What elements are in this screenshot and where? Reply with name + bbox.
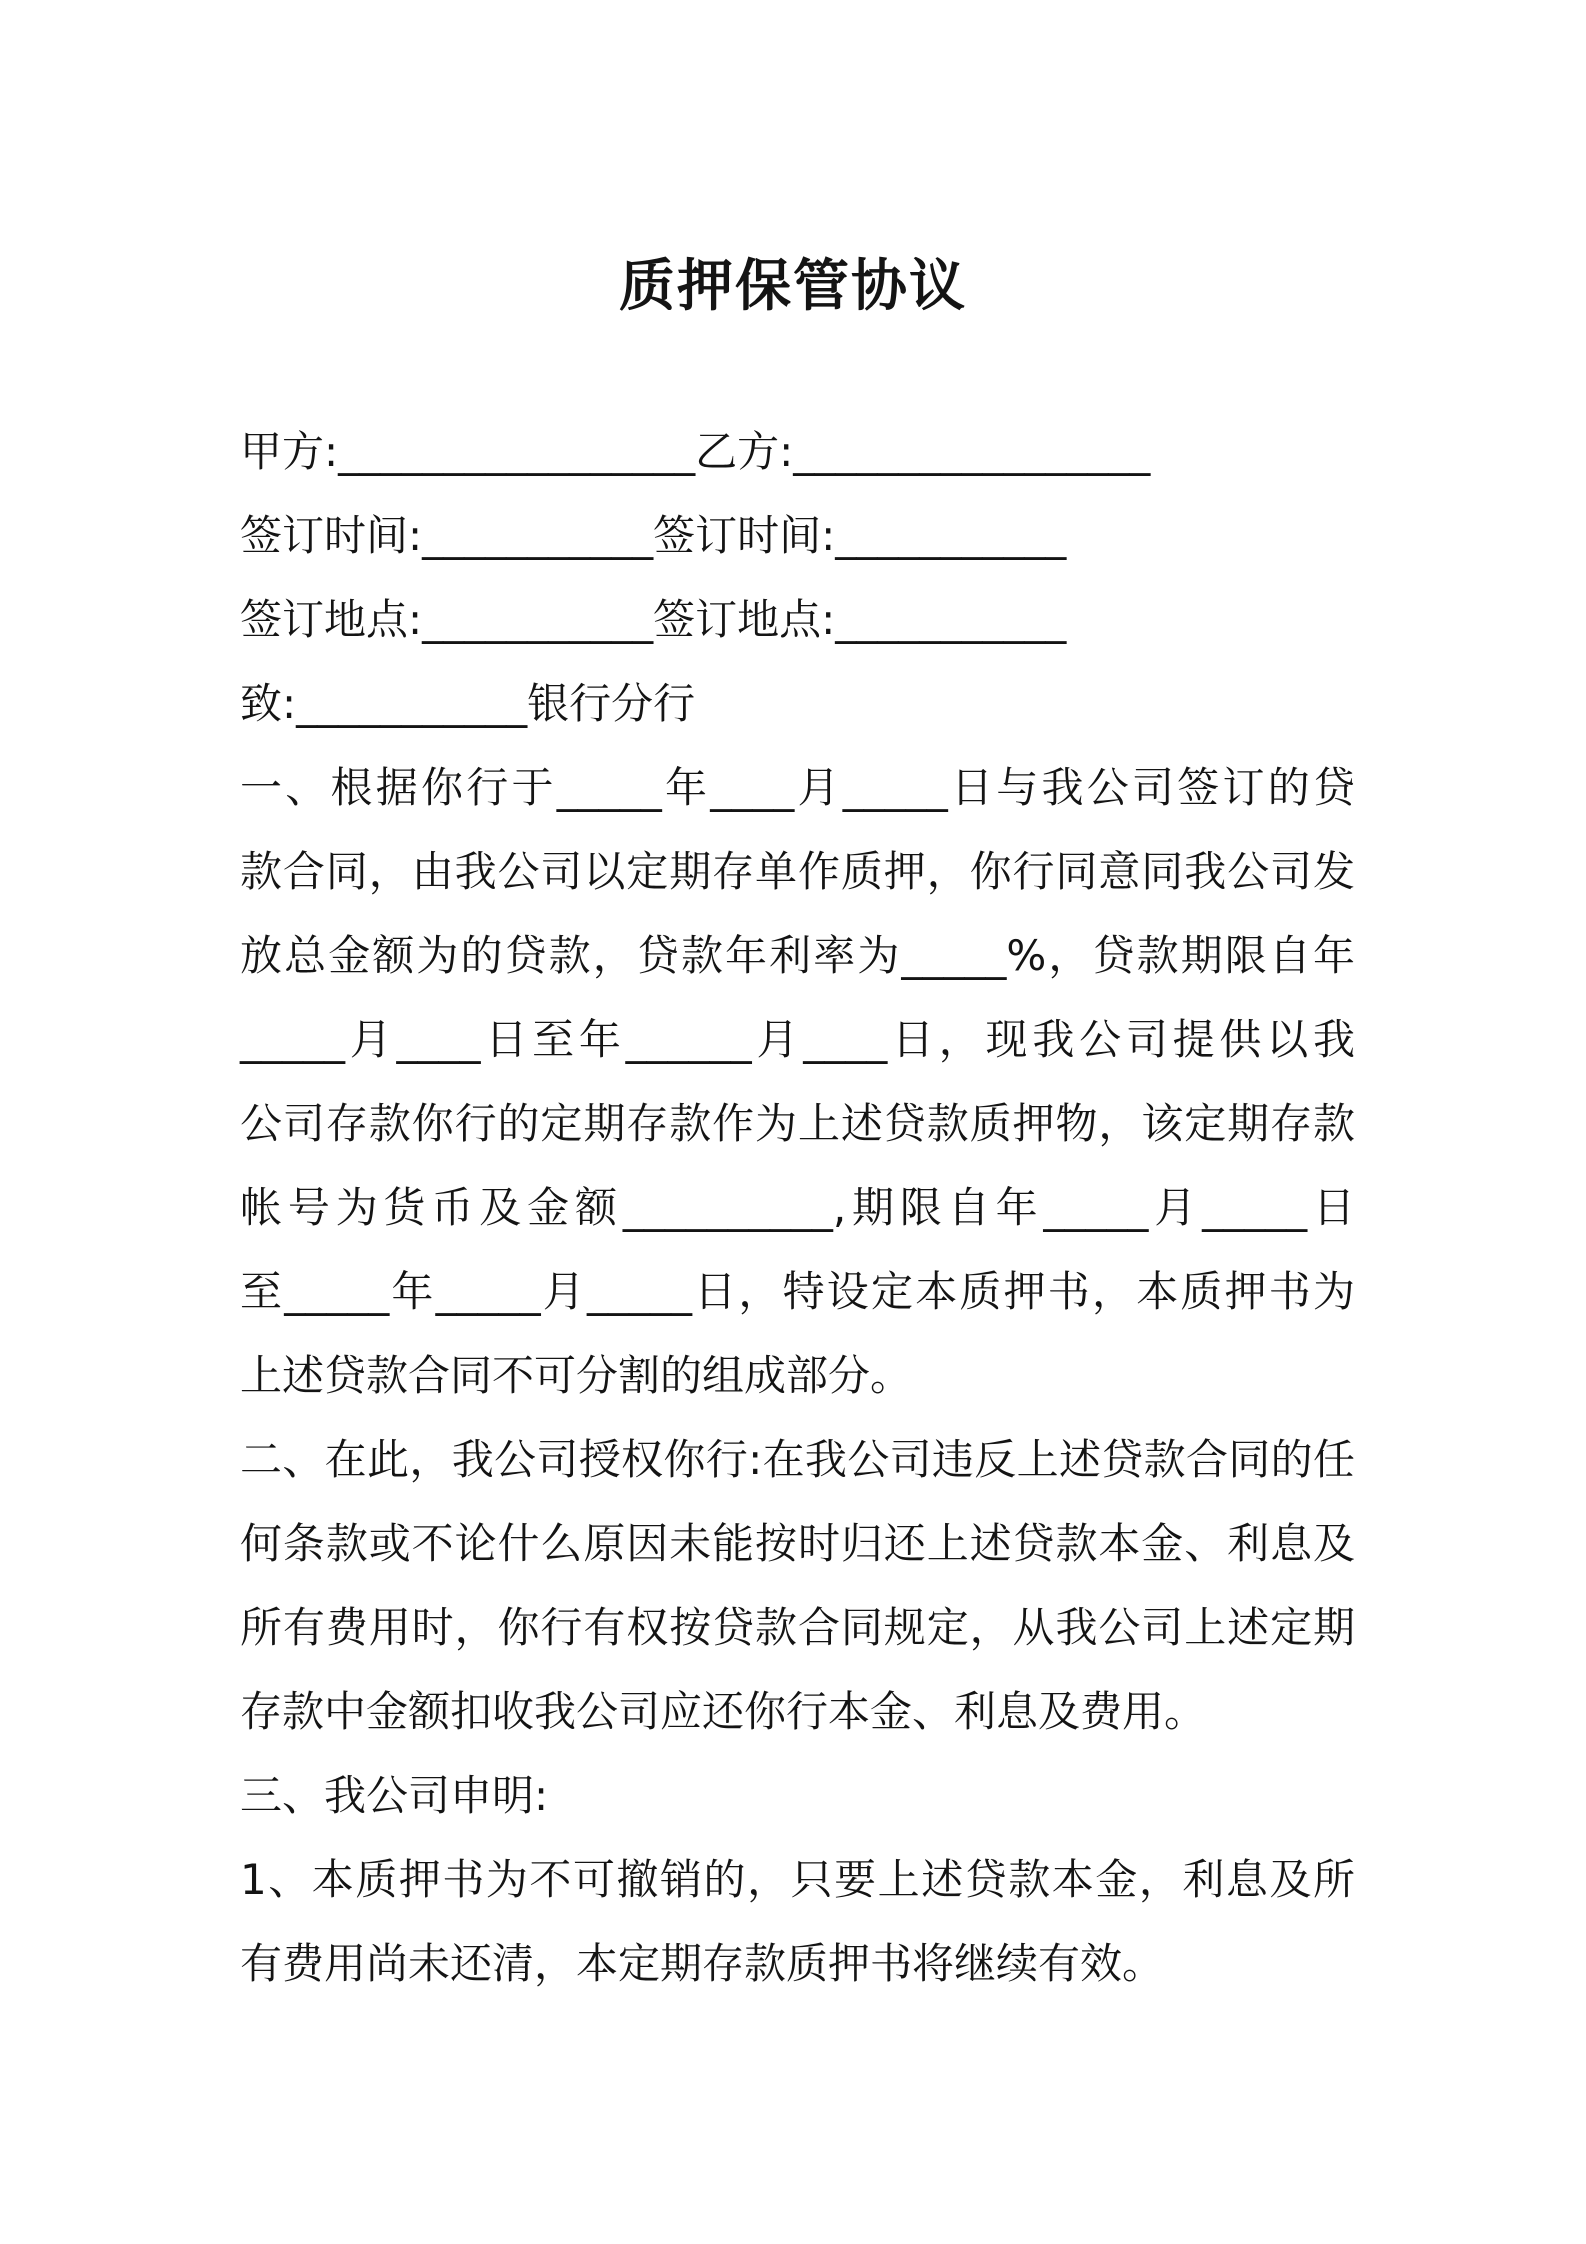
clause-2-line-3: 所有费用时，你行有权按贷款合同规定，从我公司上述定期 [240, 1603, 1355, 1652]
clause-1-line-2: 款合同，由我公司以定期存单作质押，你行同意同我公司发 [240, 847, 1355, 896]
addressee-line: 致:___________银行分行 [240, 679, 696, 728]
clause-3-heading: 三、我公司申明: [240, 1771, 549, 1820]
clause-3-item-1-line-2: 有费用尚未还清，本定期存款质押书将继续有效。 [240, 1939, 1165, 1988]
signing-time-line: 签订时间:___________签订时间:___________ [240, 511, 1067, 560]
clause-1-line-8: 上述贷款合同不可分割的组成部分。 [240, 1351, 913, 1400]
clause-2-line-2: 何条款或不论什么原因未能按时归还上述贷款本金、利息及 [240, 1519, 1355, 1568]
clause-1-line-7: 至_____年_____月_____日，特设定本质押书，本质押书为 [240, 1267, 1355, 1316]
clause-1-line-4: _____月____日至年______月____日，现我公司提供以我 [240, 1015, 1355, 1064]
document-body [240, 410, 1355, 2006]
clause-3-item-1-line-1: 1、本质押书为不可撤销的，只要上述贷款本金，利息及所 [240, 1855, 1355, 1904]
signing-place-line: 签订地点:___________签订地点:___________ [240, 595, 1067, 644]
document-title: 质押保管协议 [619, 254, 967, 319]
clause-1-line-6: 帐号为货币及金额__________,期限自年_____月_____日 [240, 1183, 1355, 1232]
clause-1-line-5: 公司存款你行的定期存款作为上述贷款质押物，该定期存款 [240, 1099, 1355, 1148]
clause-2-line-4: 存款中金额扣收我公司应还你行本金、利息及费用。 [240, 1687, 1207, 1736]
party-line: 甲方:_________________乙方:_________________ [240, 427, 1151, 476]
clause-2-line-1: 二、在此，我公司授权你行:在我公司违反上述贷款合同的任 [240, 1435, 1355, 1484]
clause-1-line-1: 一、根据你行于_____年____月_____日与我公司签订的贷 [240, 763, 1355, 812]
clause-1-line-3: 放总金额为的贷款，贷款年利率为_____%，贷款期限自年 [240, 931, 1355, 980]
